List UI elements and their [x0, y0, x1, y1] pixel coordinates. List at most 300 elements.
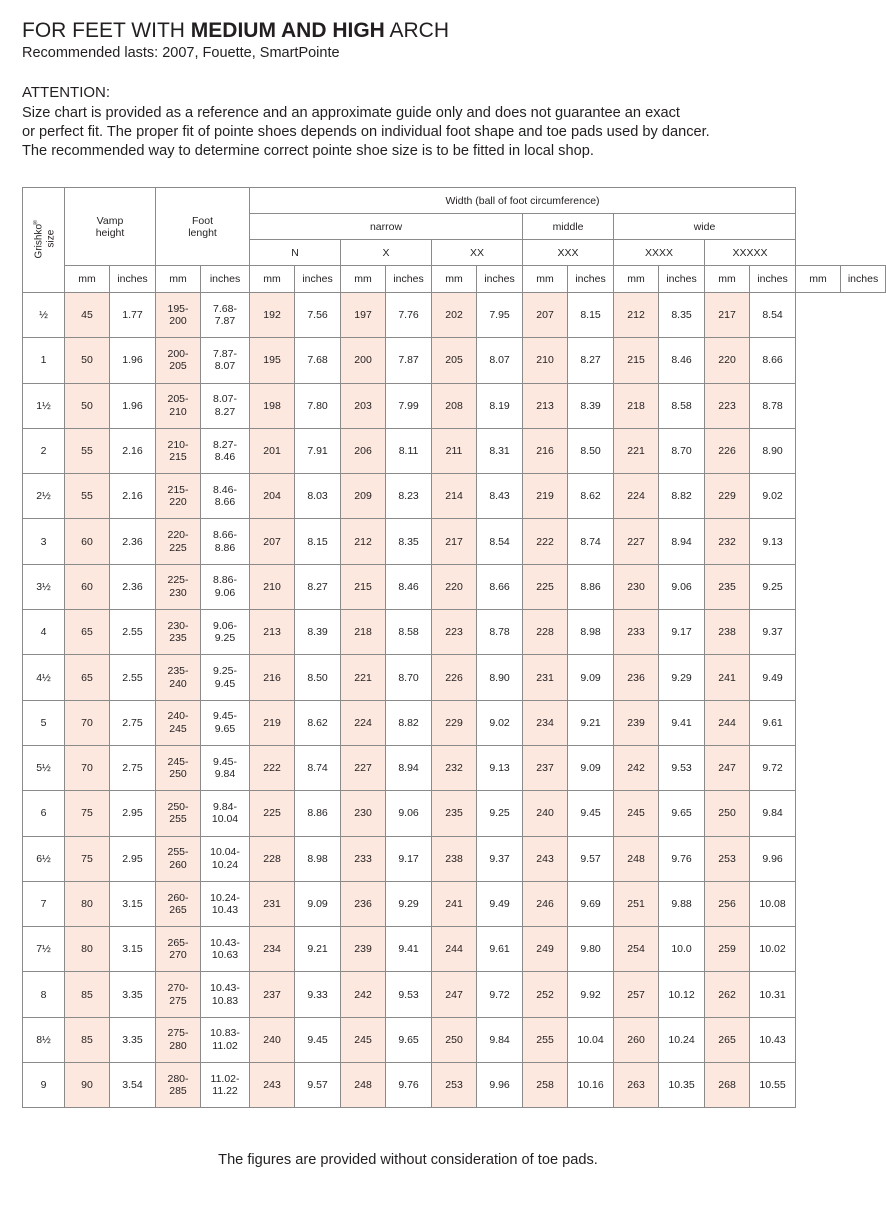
foot-mm-cell [156, 1017, 201, 1062]
width-mm-cell: 223 [705, 383, 750, 428]
width-inches-cell: 9.69 [568, 881, 614, 926]
width-inches-cell: 9.96 [477, 1063, 523, 1108]
foot-mm-cell [156, 383, 201, 428]
unit-header: inches [201, 266, 250, 293]
width-inches-cell: 7.56 [295, 293, 341, 338]
width-inches-cell: 9.84 [750, 791, 796, 836]
width-inches-cell: 9.96 [750, 836, 796, 881]
foot-inches-cell [201, 519, 250, 564]
width-mm-cell: 262 [705, 972, 750, 1017]
width-mm-cell: 218 [614, 383, 659, 428]
width-mm-cell: 216 [523, 428, 568, 473]
width-mm-cell: 237 [250, 972, 295, 1017]
foot-range-part: 255- [167, 846, 189, 859]
foot-inches-cell [201, 745, 250, 790]
width-inches-cell: 7.99 [386, 383, 432, 428]
width-mm-cell: 202 [432, 293, 477, 338]
foot-range-part: 7.87- [213, 347, 237, 360]
width-mm-cell: 198 [250, 383, 295, 428]
vamp-inches-cell: 3.15 [110, 881, 156, 926]
width-inches-cell: 8.70 [659, 428, 705, 473]
foot-mm-cell [156, 564, 201, 609]
width-inches-cell: 8.90 [477, 655, 523, 700]
table-row [23, 836, 886, 881]
width-inches-cell: 10.31 [750, 972, 796, 1017]
group-middle: middle [523, 214, 614, 240]
size-cell: 6 [23, 791, 65, 836]
width-mm-cell: 243 [250, 1063, 295, 1108]
title-suffix: ARCH [384, 19, 450, 42]
size-cell: 7 [23, 881, 65, 926]
vamp-mm-cell: 55 [65, 428, 110, 473]
foot-inches-cell [201, 700, 250, 745]
foot-mm-cell [156, 791, 201, 836]
width-inches-cell: 9.41 [659, 700, 705, 745]
width-inches-cell: 8.86 [295, 791, 341, 836]
registered-mark: ® [32, 218, 39, 225]
foot-range-part: 235 [169, 632, 187, 645]
size-cell: 5 [23, 700, 65, 745]
width-mm-cell: 197 [341, 293, 386, 338]
unit-header: mm [432, 266, 477, 293]
size-cell: 8½ [23, 1017, 65, 1062]
foot-range-part: 7.68- [213, 302, 237, 315]
width-mm-cell: 213 [250, 610, 295, 655]
foot-range-part: 10.43- [210, 936, 240, 949]
unit-header: inches [841, 266, 886, 293]
unit-header: inches [477, 266, 523, 293]
width-mm-cell: 241 [705, 655, 750, 700]
width-inches-cell: 9.13 [750, 519, 796, 564]
width-inches-cell: 9.13 [477, 745, 523, 790]
foot-range-part: 225 [169, 541, 187, 554]
foot-mm-cell [156, 610, 201, 655]
width-mm-cell: 206 [341, 428, 386, 473]
width-mm-cell: 236 [341, 881, 386, 926]
width-inches-cell: 8.11 [386, 428, 432, 473]
unit-header: mm [250, 266, 295, 293]
foot-range-part: 8.86- [213, 574, 237, 587]
unit-header: mm [156, 266, 201, 293]
width-mm-cell: 238 [705, 610, 750, 655]
size-cell: 7½ [23, 927, 65, 972]
width-mm-cell: 242 [341, 972, 386, 1017]
width-mm-cell: 204 [250, 474, 295, 519]
unit-header: mm [705, 266, 750, 293]
width-inches-cell: 8.27 [568, 338, 614, 383]
unit-header: inches [295, 266, 341, 293]
width-mm-cell: 231 [523, 655, 568, 700]
foot-inches-cell [201, 927, 250, 972]
foot-inches-cell [201, 972, 250, 1017]
width-mm-cell: 229 [705, 474, 750, 519]
unit-header: mm [614, 266, 659, 293]
foot-range-part: 210 [169, 405, 187, 418]
recommended-lasts: Recommended lasts: 2007, Fouette, SmartPointe [22, 45, 340, 61]
notice-line: The recommended way to determine correct pointe shoe size is to be fitted in local shop. [22, 143, 594, 159]
foot-inches-cell [201, 881, 250, 926]
width-header: Width (ball of foot circumference) [250, 188, 796, 214]
width-inches-cell: 8.50 [568, 428, 614, 473]
width-inches-cell: 7.87 [386, 338, 432, 383]
width-inches-cell: 8.98 [568, 610, 614, 655]
width-mm-cell: 227 [341, 745, 386, 790]
foot-range-part: 8.07 [214, 360, 236, 373]
width-mm-cell: 253 [432, 1063, 477, 1108]
width-inches-cell: 9.65 [659, 791, 705, 836]
foot-range-part: 265- [167, 936, 189, 949]
size-cell: 4½ [23, 655, 65, 700]
footer-note: The figures are provided without consideration of toe pads. [218, 1152, 598, 1168]
width-xxx: XXX [523, 240, 614, 266]
width-mm-cell: 215 [341, 564, 386, 609]
foot-range-part: 235- [167, 665, 189, 678]
width-inches-cell: 8.23 [386, 474, 432, 519]
width-mm-cell: 255 [523, 1017, 568, 1062]
unit-header: inches [568, 266, 614, 293]
table-row [23, 519, 886, 564]
width-mm-cell: 250 [432, 1017, 477, 1062]
size-cell: ½ [23, 293, 65, 338]
width-mm-cell: 237 [523, 745, 568, 790]
width-inches-cell: 8.58 [659, 383, 705, 428]
width-mm-cell: 201 [250, 428, 295, 473]
foot-range-part: 10.83- [210, 1027, 240, 1040]
width-mm-cell: 224 [614, 474, 659, 519]
foot-range-part: 7.87 [214, 315, 236, 328]
width-mm-cell: 239 [614, 700, 659, 745]
width-mm-cell: 256 [705, 881, 750, 926]
width-inches-cell: 8.74 [295, 745, 341, 790]
width-inches-cell: 9.76 [659, 836, 705, 881]
foot-range-part: 9.25 [214, 632, 236, 645]
foot-range-part: 8.66- [213, 529, 237, 542]
foot-range-part: 8.07- [213, 393, 237, 406]
table-row [23, 881, 886, 926]
width-mm-cell: 208 [432, 383, 477, 428]
vamp-mm-cell: 65 [65, 655, 110, 700]
width-mm-cell: 263 [614, 1063, 659, 1108]
foot-mm-cell [156, 655, 201, 700]
width-inches-cell: 9.84 [477, 1017, 523, 1062]
foot-inches-cell [201, 655, 250, 700]
width-inches-cell: 10.02 [750, 927, 796, 972]
width-inches-cell: 9.53 [659, 745, 705, 790]
foot-range-part: 10.43- [210, 982, 240, 995]
width-mm-cell: 221 [341, 655, 386, 700]
width-inches-cell: 8.27 [295, 564, 341, 609]
foot-length-header: Foot lenght [156, 188, 250, 266]
width-inches-cell: 8.82 [386, 700, 432, 745]
width-inches-cell: 9.17 [386, 836, 432, 881]
vamp-mm-cell: 70 [65, 700, 110, 745]
size-header [23, 188, 65, 293]
size-cell: 6½ [23, 836, 65, 881]
width-inches-cell: 8.66 [750, 338, 796, 383]
vamp-inches-cell: 3.35 [110, 972, 156, 1017]
width-mm-cell: 226 [705, 428, 750, 473]
width-mm-cell: 225 [250, 791, 295, 836]
unit-header: inches [750, 266, 796, 293]
attention-notice [22, 104, 812, 161]
vamp-mm-cell: 60 [65, 564, 110, 609]
foot-range-part: 9.06- [213, 619, 237, 632]
foot-range-part: 9.25- [213, 665, 237, 678]
width-mm-cell: 212 [341, 519, 386, 564]
width-mm-cell: 211 [432, 428, 477, 473]
width-inches-cell: 8.82 [659, 474, 705, 519]
width-inches-cell: 9.33 [295, 972, 341, 1017]
width-mm-cell: 240 [523, 791, 568, 836]
vamp-inches-cell: 2.36 [110, 564, 156, 609]
width-inches-cell: 9.17 [659, 610, 705, 655]
width-xxxxx: XXXXX [705, 240, 796, 266]
foot-range-part: 9.06 [214, 586, 236, 599]
foot-range-part: 220 [169, 496, 187, 509]
foot-mm-cell [156, 338, 201, 383]
width-inches-cell: 8.35 [386, 519, 432, 564]
vamp-inches-cell: 1.77 [110, 293, 156, 338]
width-inches-cell: 9.72 [477, 972, 523, 1017]
foot-range-part: 240 [169, 677, 187, 690]
table-row [23, 610, 886, 655]
width-mm-cell: 233 [341, 836, 386, 881]
foot-inches-cell [201, 610, 250, 655]
foot-range-part: 260- [167, 891, 189, 904]
width-inches-cell: 9.41 [386, 927, 432, 972]
width-inches-cell: 8.15 [295, 519, 341, 564]
width-inches-cell: 8.94 [386, 745, 432, 790]
width-mm-cell: 205 [432, 338, 477, 383]
table-row [23, 700, 886, 745]
vamp-mm-cell: 60 [65, 519, 110, 564]
foot-range-part: 260 [169, 858, 187, 871]
width-mm-cell: 233 [614, 610, 659, 655]
foot-range-part: 240- [167, 710, 189, 723]
table-row [23, 972, 886, 1017]
width-mm-cell: 203 [341, 383, 386, 428]
width-inches-cell: 8.78 [477, 610, 523, 655]
foot-range-part: 11.02 [212, 1039, 238, 1052]
width-mm-cell: 215 [614, 338, 659, 383]
unit-header: mm [796, 266, 841, 293]
width-mm-cell: 235 [432, 791, 477, 836]
width-mm-cell: 245 [614, 791, 659, 836]
width-mm-cell: 210 [250, 564, 295, 609]
foot-range-part: 8.46 [214, 451, 236, 464]
width-mm-cell: 232 [432, 745, 477, 790]
vamp-mm-cell: 75 [65, 791, 110, 836]
foot-range-part: 220- [167, 529, 189, 542]
width-inches-cell: 10.0 [659, 927, 705, 972]
width-mm-cell: 246 [523, 881, 568, 926]
vamp-inches-cell: 3.35 [110, 1017, 156, 1062]
foot-range-part: 9.65 [214, 722, 236, 735]
width-mm-cell: 252 [523, 972, 568, 1017]
table-row [23, 293, 886, 338]
width-mm-cell: 245 [341, 1017, 386, 1062]
vamp-inches-cell: 2.95 [110, 791, 156, 836]
width-inches-cell: 8.98 [295, 836, 341, 881]
vamp-mm-cell: 90 [65, 1063, 110, 1108]
foot-mm-cell [156, 700, 201, 745]
foot-mm-cell [156, 836, 201, 881]
size-cell: 8 [23, 972, 65, 1017]
foot-inches-cell [201, 383, 250, 428]
foot-range-part: 10.24 [211, 858, 239, 871]
width-mm-cell: 218 [341, 610, 386, 655]
width-inches-cell: 8.62 [568, 474, 614, 519]
table-row [23, 791, 886, 836]
width-mm-cell: 238 [432, 836, 477, 881]
table-row [23, 927, 886, 972]
vamp-mm-cell: 55 [65, 474, 110, 519]
size-cell: 3 [23, 519, 65, 564]
title-prefix: FOR FEET WITH [22, 19, 191, 42]
page-title [22, 19, 449, 43]
unit-header: mm [341, 266, 386, 293]
width-inches-cell: 9.37 [477, 836, 523, 881]
width-mm-cell: 192 [250, 293, 295, 338]
width-mm-cell: 234 [523, 700, 568, 745]
width-mm-cell: 212 [614, 293, 659, 338]
width-mm-cell: 234 [250, 927, 295, 972]
vamp-inches-cell: 2.55 [110, 610, 156, 655]
width-inches-cell: 9.09 [568, 655, 614, 700]
vamp-inches-cell: 2.75 [110, 745, 156, 790]
foot-range-part: 270 [169, 949, 187, 962]
foot-inches-cell [201, 428, 250, 473]
foot-inches-cell [201, 1063, 250, 1108]
width-mm-cell: 221 [614, 428, 659, 473]
width-inches-cell: 10.24 [659, 1017, 705, 1062]
width-mm-cell: 259 [705, 927, 750, 972]
width-inches-cell: 9.29 [386, 881, 432, 926]
width-mm-cell: 250 [705, 791, 750, 836]
width-inches-cell: 9.09 [295, 881, 341, 926]
size-cell: 9 [23, 1063, 65, 1108]
width-inches-cell: 8.31 [477, 428, 523, 473]
width-mm-cell: 254 [614, 927, 659, 972]
width-mm-cell: 230 [614, 564, 659, 609]
foot-inches-cell [201, 293, 250, 338]
table-row [23, 474, 886, 519]
foot-range-part: 200- [167, 347, 189, 360]
width-mm-cell: 219 [523, 474, 568, 519]
unit-header: mm [65, 266, 110, 293]
width-inches-cell: 8.46 [386, 564, 432, 609]
table-row [23, 428, 886, 473]
width-mm-cell: 242 [614, 745, 659, 790]
width-xx: XX [432, 240, 523, 266]
width-inches-cell: 9.57 [568, 836, 614, 881]
size-header-brand: Grishko [33, 224, 45, 259]
width-inches-cell: 10.16 [568, 1063, 614, 1108]
width-mm-cell: 243 [523, 836, 568, 881]
width-inches-cell: 9.37 [750, 610, 796, 655]
width-inches-cell: 9.61 [750, 700, 796, 745]
size-cell: 4 [23, 610, 65, 655]
foot-range-part: 205- [167, 393, 189, 406]
width-inches-cell: 9.61 [477, 927, 523, 972]
foot-range-part: 10.43 [211, 904, 239, 916]
width-mm-cell: 223 [432, 610, 477, 655]
width-inches-cell: 9.57 [295, 1063, 341, 1108]
foot-inches-cell [201, 1017, 250, 1062]
width-inches-cell: 10.43 [750, 1017, 796, 1062]
group-narrow: narrow [250, 214, 523, 240]
width-inches-cell: 9.49 [750, 655, 796, 700]
size-cell: 3½ [23, 564, 65, 609]
width-xxxx: XXXX [614, 240, 705, 266]
width-inches-cell: 9.06 [659, 564, 705, 609]
foot-mm-cell [156, 519, 201, 564]
foot-mm-cell [156, 1063, 201, 1108]
width-mm-cell: 239 [341, 927, 386, 972]
table-row [23, 564, 886, 609]
vamp-mm-cell: 85 [65, 972, 110, 1017]
foot-range-part: 215 [169, 451, 187, 464]
width-mm-cell: 216 [250, 655, 295, 700]
width-mm-cell: 232 [705, 519, 750, 564]
width-inches-cell: 9.80 [568, 927, 614, 972]
foot-range-part: 280- [167, 1072, 189, 1085]
width-inches-cell: 9.02 [750, 474, 796, 519]
width-inches-cell: 9.45 [568, 791, 614, 836]
foot-range-part: 9.45- [213, 710, 237, 723]
width-inches-cell: 9.25 [477, 791, 523, 836]
width-inches-cell: 9.21 [568, 700, 614, 745]
width-mm-cell: 249 [523, 927, 568, 972]
vamp-mm-cell: 75 [65, 836, 110, 881]
width-inches-cell: 9.88 [659, 881, 705, 926]
size-cell: 2 [23, 428, 65, 473]
width-mm-cell: 241 [432, 881, 477, 926]
width-inches-cell: 10.04 [568, 1017, 614, 1062]
width-inches-cell: 9.49 [477, 881, 523, 926]
width-mm-cell: 248 [614, 836, 659, 881]
notice-line: Size chart is provided as a reference and an approximate guide only and does not guarantee an exact [22, 105, 680, 121]
foot-range-part: 230 [169, 586, 187, 599]
foot-range-part: 225- [167, 574, 189, 587]
width-mm-cell: 219 [250, 700, 295, 745]
width-mm-cell: 210 [523, 338, 568, 383]
foot-inches-cell [201, 564, 250, 609]
width-inches-cell: 9.29 [659, 655, 705, 700]
width-mm-cell: 200 [341, 338, 386, 383]
foot-mm-cell [156, 745, 201, 790]
foot-range-part: 10.63 [211, 949, 239, 962]
width-inches-cell: 7.68 [295, 338, 341, 383]
width-mm-cell: 225 [523, 564, 568, 609]
foot-range-part: 8.27- [213, 438, 237, 451]
vamp-inches-cell: 2.75 [110, 700, 156, 745]
foot-inches-cell [201, 474, 250, 519]
foot-range-part: 255 [169, 813, 187, 826]
foot-range-part: 10.83 [211, 994, 239, 1007]
foot-range-part: 11.22 [212, 1085, 238, 1098]
size-cell: 2½ [23, 474, 65, 519]
foot-range-part: 230- [167, 619, 189, 632]
vamp-mm-cell: 80 [65, 881, 110, 926]
table-row [23, 383, 886, 428]
width-mm-cell: 227 [614, 519, 659, 564]
foot-range-part: 245 [169, 722, 187, 735]
width-inches-cell: 8.15 [568, 293, 614, 338]
width-inches-cell: 8.03 [295, 474, 341, 519]
vamp-inches-cell: 2.55 [110, 655, 156, 700]
table-row [23, 655, 886, 700]
